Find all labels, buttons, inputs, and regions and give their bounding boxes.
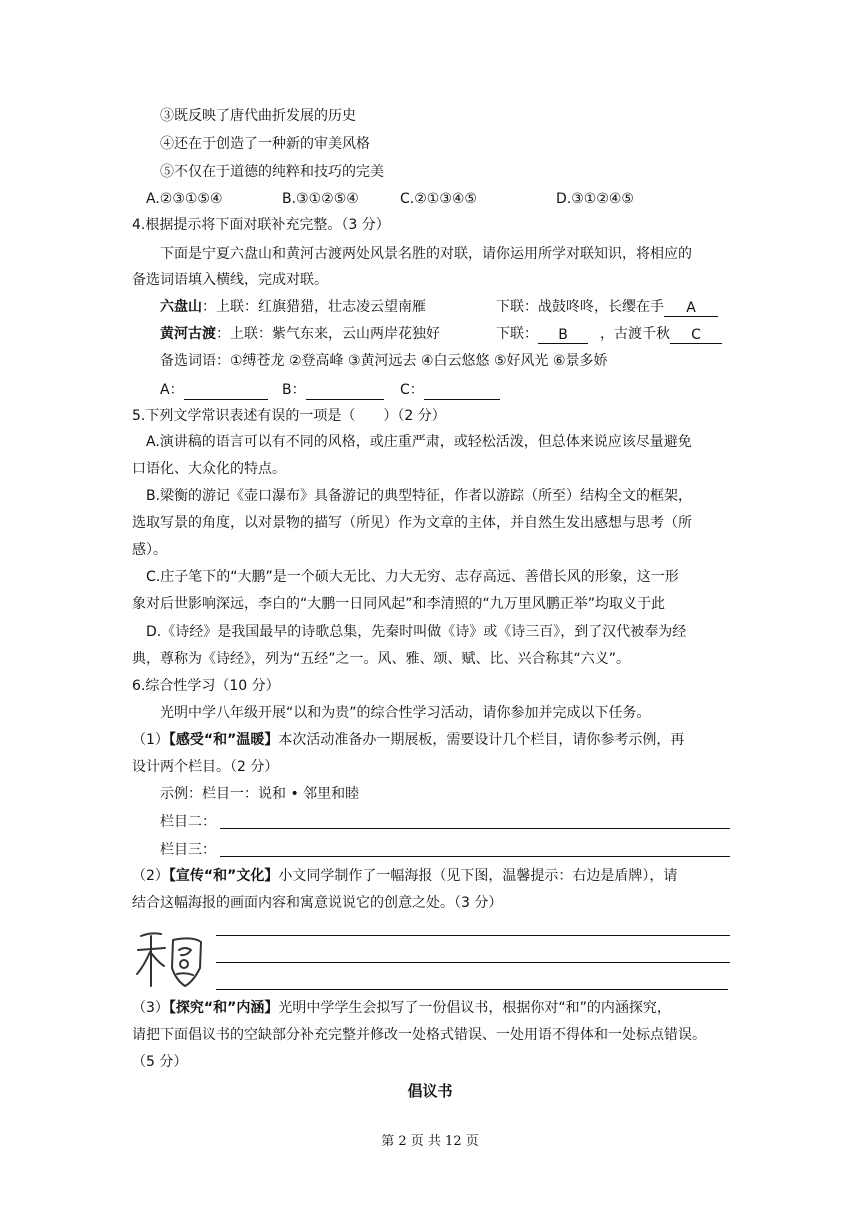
q4-intro-line2: 备选词语填入横线，完成对联。 xyxy=(132,272,328,288)
answer-b-label: B： xyxy=(282,382,306,398)
blank-a[interactable]: A xyxy=(664,298,718,317)
q6-part3-text: 光明中学学生会拟写了一份倡议书，根据你对“和”的内涵探究， xyxy=(278,1000,671,1016)
poster-answer-line-1[interactable] xyxy=(216,935,730,936)
q6-part2-line1 xyxy=(132,866,677,886)
q6-part2-tag: 【宣传“和”文化】 xyxy=(168,868,279,884)
column-two-label: 栏目二： xyxy=(160,814,216,830)
q6-part1-number: （1） xyxy=(132,732,169,748)
couplet-upper-2: ：上联：紫气东来，云山两岸花独好 xyxy=(216,326,440,342)
answer-c-label: C： xyxy=(400,382,424,398)
q6-part3-line3: （5 分） xyxy=(132,1054,188,1070)
couplet-place-liupanshan: 六盘山 xyxy=(160,299,202,315)
couplet-place-huanghe: 黄河古渡 xyxy=(160,326,216,342)
q6-part3-tag: 【探究“和”内涵】 xyxy=(168,1000,279,1016)
poster-image xyxy=(135,928,207,990)
couplet-lower-1-text: 下联：战鼓咚咚，长缨在手 xyxy=(496,299,664,315)
q5-option-b-line1: B.梁衡的游记《壶口瀑布》具备游记的典型特征，作者以游踪（所至）结构全文的框架， xyxy=(146,488,693,504)
q3-option-b: B.③①②⑤④ xyxy=(282,191,359,207)
column-three-label: 栏目三： xyxy=(160,842,216,858)
q3-option-a: A.②③①⑤④ xyxy=(146,191,223,207)
couplet-lower-2 xyxy=(496,324,722,344)
q6-part1-line2: 设计两个栏目。（2 分） xyxy=(132,759,279,775)
q6-part2-text: 小文同学制作了一幅海报（见下图，温馨提示：右边是盾牌），请 xyxy=(278,868,678,884)
blank-c[interactable]: C xyxy=(670,325,722,344)
answer-a-row xyxy=(160,380,268,400)
q5-option-a-line1: A.演讲稿的语言可以有不同的风格，或庄重严肃，或轻松活泼，但总体来说应该尽量避免 xyxy=(146,434,692,450)
q5-stem: 5.下列文学常识表述有误的一项是（ ）（2 分） xyxy=(132,408,446,424)
answer-b-row xyxy=(282,380,384,400)
answer-b-field[interactable] xyxy=(306,381,384,400)
q5-option-d-line1: D.《诗经》是我国最早的诗歌总集，先秦时叫做《诗》或《诗三百》，到了汉代被奉为经 xyxy=(146,624,687,640)
q6-part1-tag: 【感受“和”温暖】 xyxy=(168,732,279,748)
couplet-huanghe xyxy=(160,324,440,344)
q6-part1-line1 xyxy=(132,730,684,750)
q4-stem: 4.根据提示将下面对联补充完整。（3 分） xyxy=(132,217,390,233)
proposal-title: 倡议书 xyxy=(407,1082,453,1100)
q5-option-b-line3: 感）。 xyxy=(132,542,167,558)
q5-option-c-line2: 象对后世影响深远，李白的“大鹏一日同风起”和李清照的“九万里风鹏正举”均取义于此 xyxy=(132,596,666,612)
couplet-liupanshan xyxy=(160,297,426,317)
q6-intro: 光明中学八年级开展“以和为贵”的综合性学习活动，请你参加并完成以下任务。 xyxy=(160,705,651,721)
column-three-answer-line[interactable] xyxy=(220,856,730,857)
couplet-upper-1: ：上联：红旗猎猎，壮志凌云望南雁 xyxy=(202,299,426,315)
q6-stem: 6.综合性学习（10 分） xyxy=(132,678,280,694)
couplet-lower-1 xyxy=(496,297,718,317)
q6-part3-number: （3） xyxy=(132,1000,169,1016)
q6-part3-line1 xyxy=(132,998,671,1018)
q3-item-4: ④还在于创造了一种新的审美风格 xyxy=(160,136,370,152)
blank-b[interactable]: B xyxy=(538,325,588,344)
q4-choices: 备选词语：①缚苍龙 ②登高峰 ③黄河远去 ④白云悠悠 ⑤好风光 ⑥景多娇 xyxy=(160,353,608,369)
q6-example: 示例：栏目一：说和 • 邻里和睦 xyxy=(160,786,360,802)
poster-answer-line-3[interactable] xyxy=(216,989,728,990)
q5-option-c-line1: C.庄子笔下的“大鹏”是一个硕大无比、力大无穷、志存高远、善借长风的形象，这一形 xyxy=(146,569,679,585)
q5-option-a-line2: 口语化、大众化的特点。 xyxy=(132,461,286,477)
couplet-lower-2-mid: ，古渡千秋 xyxy=(600,326,670,342)
couplet-lower-2-text: 下联： xyxy=(496,326,538,342)
q6-part2-number: （2） xyxy=(132,868,169,884)
poster-answer-line-2[interactable] xyxy=(216,962,730,963)
answer-c-row xyxy=(400,380,500,400)
q3-option-c: C.②①③④⑤ xyxy=(400,191,477,207)
q5-option-d-line2: 典，尊称为《诗经》，列为“五经”之一。风、雅、颂、赋、比、兴合称其“六义”。 xyxy=(132,651,631,667)
answer-c-field[interactable] xyxy=(424,381,500,400)
page-footer: 第 2 页 共 12 页 xyxy=(381,1134,479,1149)
q3-option-d: D.③①②④⑤ xyxy=(556,191,634,207)
q6-part2-line2: 结合这幅海报的画面内容和寓意说说它的创意之处。（3 分） xyxy=(132,895,503,911)
q3-item-3: ③既反映了唐代曲折发展的历史 xyxy=(160,108,356,124)
q4-intro-line1: 下面是宁夏六盘山和黄河古渡两处风景名胜的对联，请你运用所学对联知识，将相应的 xyxy=(160,246,692,262)
answer-a-field[interactable] xyxy=(184,381,268,400)
q6-part1-text: 本次活动准备办一期展板，需要设计几个栏目，请你参考示例，再 xyxy=(278,732,685,748)
answer-a-label: A： xyxy=(160,382,184,398)
q5-option-b-line2: 选取写景的角度，以对景物的描写（所见）作为文章的主体，并自然生发出感想与思考（所 xyxy=(132,515,692,531)
column-two-answer-line[interactable] xyxy=(220,828,730,829)
q3-item-5: ⑤不仅在于道德的纯粹和技巧的完美 xyxy=(160,164,384,180)
q6-part3-line2: 请把下面倡议书的空缺部分补充完整并修改一处格式错误、一处用语不得体和一处标点错误。 xyxy=(132,1027,706,1043)
